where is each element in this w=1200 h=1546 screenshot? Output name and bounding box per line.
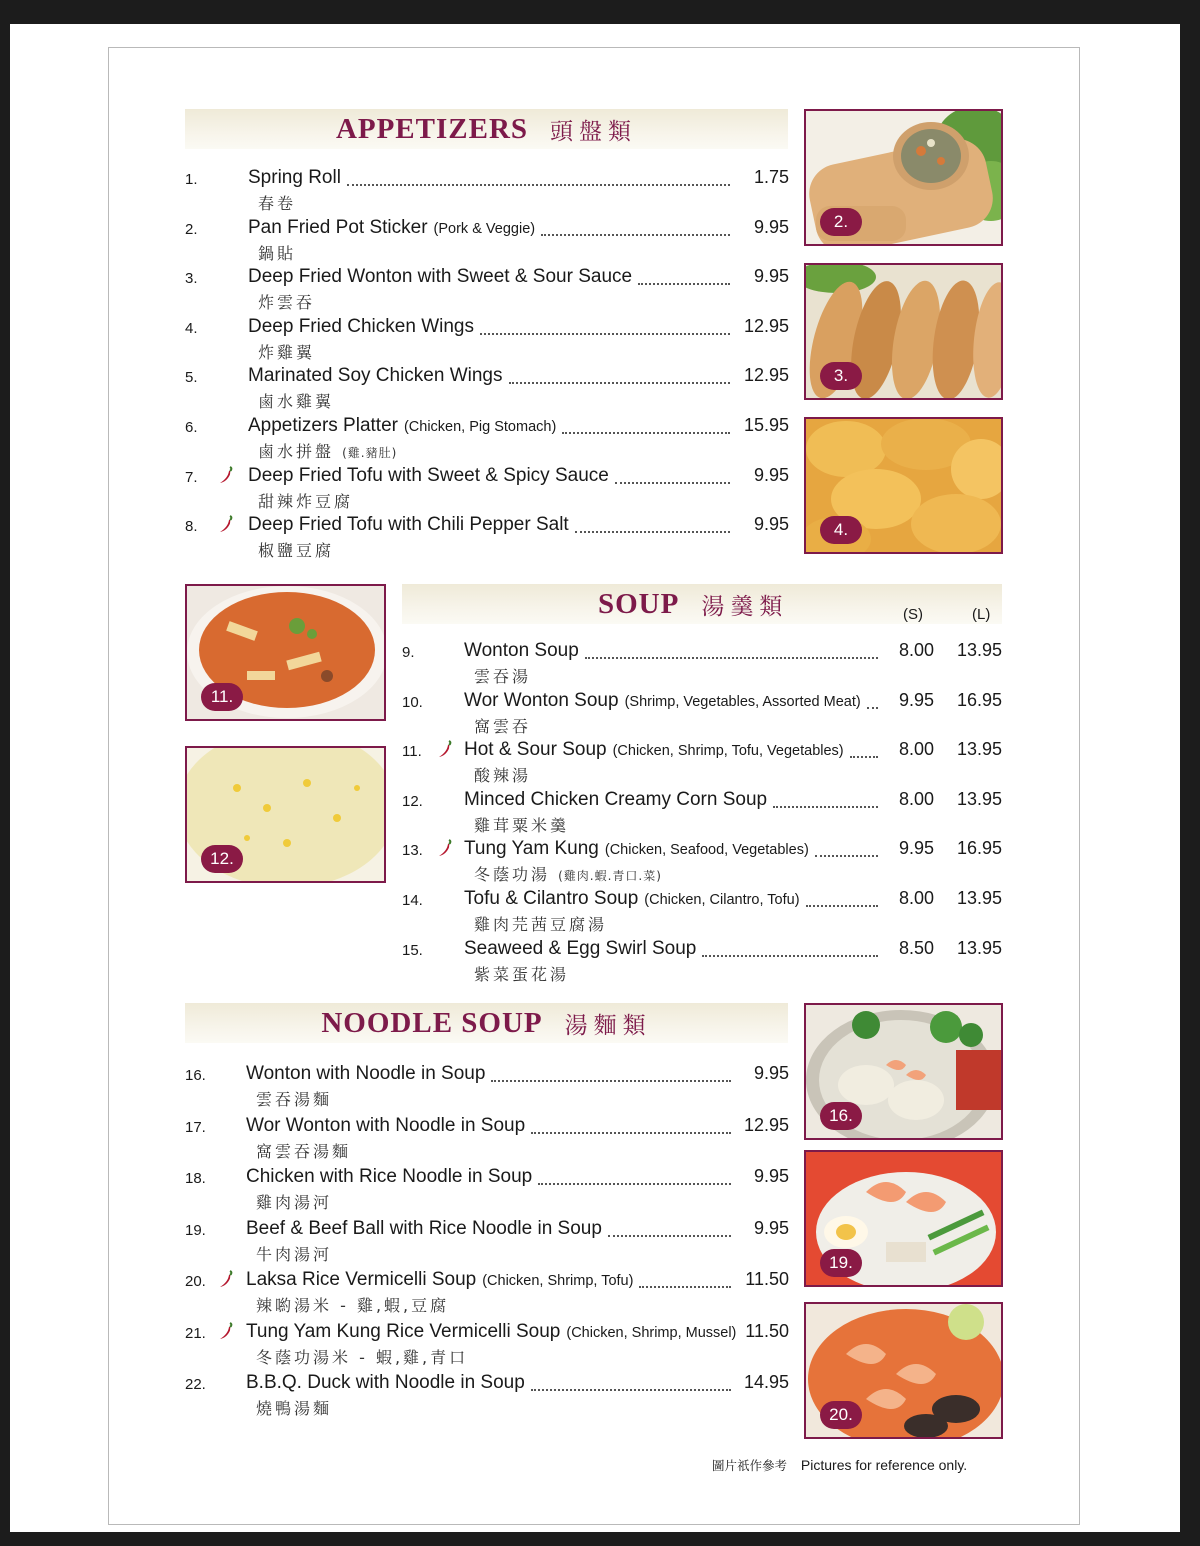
- dot-leader: [575, 517, 730, 533]
- photo-spring-roll: [804, 109, 1003, 246]
- photo-badge: 4.: [820, 516, 862, 544]
- soup-title: SOUP: [598, 587, 680, 620]
- item-name: Marinated Soy Chicken Wings: [248, 365, 503, 387]
- item-detail: (Shrimp, Vegetables, Assorted Meat): [624, 693, 861, 710]
- chili-pepper-icon: [438, 839, 452, 857]
- dot-leader: [773, 792, 878, 808]
- item-name-zh: [256, 1396, 332, 1419]
- item-price-large: 13.95: [956, 739, 1002, 760]
- item-price: 11.50: [745, 1269, 789, 1289]
- item-name-zh: [256, 1242, 332, 1265]
- chili-pepper-icon: [438, 740, 452, 758]
- item-name-zh: [474, 862, 662, 885]
- item-name: Wonton Soup: [464, 640, 579, 661]
- item-price: 12.95: [743, 315, 789, 336]
- menu-item: [185, 266, 790, 316]
- dot-leader: [608, 1221, 731, 1237]
- photo-laksa-soup: [804, 1302, 1003, 1439]
- item-zh-text: 雲吞湯: [474, 667, 532, 686]
- noodle-soup-title: NOODLE SOUP: [321, 1006, 543, 1039]
- item-line: [248, 465, 738, 489]
- item-line: [246, 1166, 739, 1190]
- chili-pepper-icon: [219, 1322, 233, 1340]
- menu-item: [185, 217, 790, 267]
- item-number: 16.: [185, 1067, 206, 1084]
- item-zh-text: 雞茸粟米羹: [474, 815, 570, 835]
- item-price: 9.95: [753, 1063, 789, 1083]
- item-name-zh: [258, 191, 296, 214]
- appetizers-title-zh: 頭盤類: [550, 118, 638, 145]
- dot-leader: [491, 1066, 731, 1082]
- item-number: 20.: [185, 1273, 206, 1290]
- item-zh-text: 甜辣炸豆腐: [258, 491, 354, 511]
- item-number: 2.: [185, 220, 198, 238]
- dot-leader: [702, 941, 878, 957]
- item-price: 1.75: [753, 167, 789, 187]
- item-number: 8.: [185, 518, 198, 536]
- item-line: [464, 838, 886, 862]
- photo-badge: 19.: [820, 1249, 862, 1277]
- menu-item: [402, 789, 1004, 839]
- item-name-zh: [474, 763, 531, 786]
- item-detail: (Chicken, Shrimp, Tofu): [482, 1273, 634, 1289]
- item-number: 19.: [185, 1221, 206, 1239]
- item-name: Deep Fried Tofu with Chili Pepper Salt: [248, 514, 569, 536]
- item-name: Tofu & Cilantro Soup: [464, 888, 639, 909]
- item-number: 15.: [402, 941, 423, 959]
- item-price-large: 13.95: [956, 640, 1002, 660]
- item-name-zh: [474, 962, 569, 985]
- chili-pepper-icon: [219, 466, 233, 484]
- item-number: 9.: [402, 644, 415, 661]
- item-number: 17.: [185, 1118, 206, 1136]
- item-price-large: 16.95: [956, 838, 1002, 859]
- item-zh-text: 窩雲吞: [474, 716, 532, 736]
- item-price-small: 8.50: [898, 937, 934, 958]
- item-name-zh: [258, 241, 296, 264]
- photo-badge: 11.: [201, 683, 243, 711]
- item-line: [246, 1372, 739, 1396]
- item-zh-text: 燒鴨湯麵: [256, 1399, 333, 1418]
- dot-leader: [806, 891, 878, 907]
- dot-leader: [638, 269, 730, 285]
- item-zh-text: 炸雞翼: [258, 342, 316, 362]
- item-name-zh: [258, 439, 397, 462]
- item-name: Seaweed & Egg Swirl Soup: [464, 937, 697, 959]
- photo-badge: 16.: [820, 1102, 862, 1130]
- item-name-zh: [256, 1190, 332, 1213]
- menu-item: [185, 1166, 790, 1216]
- item-line: [248, 217, 738, 241]
- item-line: [464, 888, 886, 912]
- photo-hot-sour-soup: [185, 584, 386, 721]
- item-price: 12.95: [743, 1114, 789, 1135]
- item-price: 15.95: [743, 415, 789, 435]
- item-detail: (Chicken, Shrimp, Tofu, Vegetables): [612, 743, 844, 760]
- item-name: Minced Chicken Creamy Corn Soup: [464, 788, 768, 810]
- item-price: 11.50: [745, 1320, 789, 1341]
- item-name: Tung Yam Kung: [464, 838, 599, 860]
- item-detail: (Chicken, Seafood, Vegetables): [604, 842, 809, 859]
- item-number: 4.: [185, 319, 198, 337]
- item-name-zh: [256, 1293, 449, 1316]
- photo-corn-soup: [185, 746, 386, 883]
- photo-pot-sticker: [804, 263, 1003, 400]
- item-price-small: 8.00: [898, 788, 934, 809]
- item-zh-text: 紫菜蛋花湯: [474, 964, 570, 984]
- menu-item: [402, 838, 1004, 888]
- soup-size-large-header: (L): [972, 606, 991, 623]
- noodle-soup-banner: [185, 1003, 788, 1043]
- dot-leader: [585, 643, 878, 659]
- photo-badge: 20.: [820, 1401, 862, 1429]
- menu-item: [185, 1115, 790, 1165]
- item-price: 9.95: [753, 1217, 789, 1238]
- item-price: 9.95: [753, 464, 789, 485]
- item-name-zh: [258, 389, 334, 412]
- item-detail: (Chicken, Shrimp, Mussel): [566, 1324, 737, 1341]
- item-name: Wonton with Noodle in Soup: [246, 1063, 486, 1084]
- menu-item: [402, 739, 1004, 789]
- item-price: 9.95: [753, 266, 789, 287]
- item-line: [246, 1063, 739, 1087]
- item-zh-text: 炸雲吞: [258, 293, 316, 313]
- item-number: 18.: [185, 1170, 206, 1187]
- appetizers-banner: [185, 109, 788, 149]
- menu-item: [402, 690, 1004, 740]
- item-name-zh: [256, 1139, 351, 1162]
- item-zh-text: 椒鹽豆腐: [258, 541, 335, 561]
- menu-item: [402, 640, 1004, 690]
- item-name: Deep Fried Tofu with Sweet & Spicy Sauce: [248, 464, 609, 486]
- dot-leader: [538, 1169, 731, 1185]
- item-zh-text: 牛肉湯河: [256, 1244, 333, 1264]
- item-number: 3.: [185, 270, 198, 288]
- dot-leader: [531, 1375, 731, 1391]
- item-zh-text: 冬蔭功湯米 - 蝦,雞,青口: [256, 1347, 469, 1367]
- item-number: 12.: [402, 792, 423, 810]
- dot-leader: [480, 319, 730, 335]
- dot-leader: [541, 220, 730, 236]
- chili-pepper-icon: [219, 1270, 233, 1288]
- item-name-zh: [258, 489, 353, 512]
- menu-item: [185, 1372, 790, 1422]
- item-zh-text: 雞肉芫茜豆腐湯: [474, 915, 608, 934]
- item-price-large: 16.95: [956, 689, 1002, 710]
- item-name-zh: [256, 1345, 468, 1368]
- item-name: Wor Wonton Soup: [464, 689, 619, 711]
- item-name: Laksa Rice Vermicelli Soup: [246, 1269, 477, 1290]
- item-name-zh: [474, 912, 607, 935]
- item-price-small: 9.95: [898, 838, 934, 859]
- item-price: 12.95: [743, 365, 789, 386]
- item-name-zh: [258, 538, 334, 561]
- menu-item: [185, 167, 790, 217]
- item-detail: (Chicken, Cilantro, Tofu): [644, 892, 800, 908]
- menu-item: [185, 316, 790, 366]
- item-line: [464, 938, 886, 962]
- item-name: Hot & Sour Soup: [464, 739, 607, 761]
- item-number: 14.: [402, 892, 423, 909]
- item-line: [464, 640, 886, 664]
- item-name: Beef & Beef Ball with Rice Noodle in Soup: [246, 1217, 602, 1239]
- item-line: [246, 1321, 739, 1345]
- item-price-large: 13.95: [956, 788, 1002, 809]
- item-name: Pan Fried Pot Sticker: [248, 216, 428, 238]
- item-number: 21.: [185, 1324, 206, 1342]
- item-name-zh: [474, 714, 531, 737]
- item-name-zh: [474, 813, 569, 836]
- footer-note: [712, 1456, 967, 1474]
- item-price: 9.95: [753, 514, 789, 535]
- item-line: [248, 316, 738, 340]
- item-price-small: 8.00: [898, 640, 934, 660]
- item-zh-text: 辣喲湯米 - 雞,蝦,豆腐: [256, 1296, 450, 1315]
- item-name: Deep Fried Chicken Wings: [248, 315, 474, 337]
- menu-item: [185, 1269, 790, 1319]
- footer-note-en: Pictures for reference only.: [800, 1457, 968, 1473]
- item-name-zh: [256, 1087, 332, 1110]
- soup-size-small-header: (S): [903, 606, 923, 623]
- dot-leader: [562, 418, 730, 434]
- item-number: 13.: [402, 842, 423, 860]
- item-zh-text: 鹵水雞翼: [258, 392, 335, 412]
- item-line: [248, 514, 738, 538]
- appetizers-title: APPETIZERS: [335, 112, 529, 145]
- item-name: Deep Fried Wonton with Sweet & Sour Sauce: [248, 266, 633, 288]
- noodle-soup-title-zh: 湯麵類: [564, 1012, 652, 1039]
- item-name-zh: [258, 340, 315, 363]
- item-name: B.B.Q. Duck with Noodle in Soup: [246, 1372, 525, 1393]
- item-name: Appetizers Platter: [248, 415, 398, 436]
- menu-item: [185, 1063, 790, 1113]
- item-number: 5.: [185, 369, 198, 387]
- item-line: [246, 1218, 739, 1242]
- dot-leader: [509, 368, 731, 384]
- item-price-large: 13.95: [956, 937, 1002, 958]
- item-name: Wor Wonton with Noodle in Soup: [246, 1114, 526, 1136]
- photo-badge: 2.: [820, 208, 862, 236]
- item-price: 9.95: [753, 216, 789, 237]
- photo-fried-wonton: [804, 417, 1003, 554]
- menu-item: [402, 888, 1004, 938]
- dot-leader: [639, 1272, 731, 1288]
- item-zh-text: 鍋貼: [258, 243, 297, 263]
- menu-item: [402, 938, 1004, 988]
- menu-item: [185, 514, 790, 564]
- dot-leader: [347, 170, 730, 186]
- item-price-small: 8.00: [898, 739, 934, 760]
- menu-item: [185, 465, 790, 515]
- dot-leader: [867, 693, 878, 709]
- menu-item: [185, 1321, 790, 1371]
- item-number: 7.: [185, 468, 198, 486]
- item-price-large: 13.95: [956, 888, 1002, 908]
- item-number: 6.: [185, 419, 198, 436]
- item-detail: (Pork & Veggie): [433, 220, 536, 237]
- photo-badge: 3.: [820, 362, 862, 390]
- dot-leader: [815, 841, 878, 857]
- item-name-zh: [258, 290, 315, 313]
- photo-beef-noodle-soup: [804, 1150, 1003, 1287]
- footer-note-zh: 圖片祇作參考: [712, 1458, 788, 1473]
- item-line: [464, 690, 886, 714]
- item-line: [248, 266, 738, 290]
- item-zh-note: (雞.豬肚): [342, 446, 398, 460]
- item-zh-text: 鹵水拼盤: [258, 442, 335, 461]
- item-number: 22.: [185, 1376, 206, 1393]
- dot-leader: [615, 468, 730, 484]
- item-line: [248, 365, 738, 389]
- dot-leader: [850, 742, 878, 758]
- item-zh-text: 窩雲吞湯麵: [256, 1141, 352, 1161]
- item-zh-text: 冬蔭功湯: [474, 865, 551, 885]
- item-number: 1.: [185, 171, 198, 188]
- item-price-small: 9.95: [898, 689, 934, 710]
- item-zh-text: 春卷: [258, 194, 297, 213]
- item-line: [464, 739, 886, 763]
- item-line: [248, 167, 738, 191]
- item-zh-text: 雞肉湯河: [256, 1193, 333, 1212]
- item-line: [248, 415, 738, 439]
- item-line: [246, 1269, 739, 1293]
- item-name: Spring Roll: [248, 167, 341, 188]
- dot-leader: [531, 1118, 731, 1134]
- photo-badge: 12.: [201, 845, 243, 873]
- item-zh-text: 雲吞湯麵: [256, 1090, 333, 1109]
- item-line: [464, 789, 886, 813]
- item-detail: (Chicken, Pig Stomach): [403, 419, 557, 435]
- item-zh-text: 酸辣湯: [474, 766, 532, 786]
- item-price: 14.95: [743, 1372, 789, 1392]
- soup-title-zh: 湯羹類: [701, 593, 789, 620]
- item-name: Chicken with Rice Noodle in Soup: [246, 1166, 533, 1187]
- item-price-small: 8.00: [898, 888, 934, 908]
- item-number: 10.: [402, 693, 423, 711]
- item-name: Tung Yam Kung Rice Vermicelli Soup: [246, 1320, 561, 1342]
- item-price: 9.95: [753, 1166, 789, 1186]
- menu-item: [185, 415, 790, 465]
- item-number: 11.: [402, 743, 422, 761]
- photo-wonton-noodle-soup: [804, 1003, 1003, 1140]
- item-line: [246, 1115, 739, 1139]
- chili-pepper-icon: [219, 515, 233, 533]
- item-zh-note: (雞肉.蝦.青口.菜): [558, 869, 662, 884]
- menu-item: [185, 365, 790, 415]
- item-name-zh: [474, 664, 531, 687]
- menu-item: [185, 1218, 790, 1268]
